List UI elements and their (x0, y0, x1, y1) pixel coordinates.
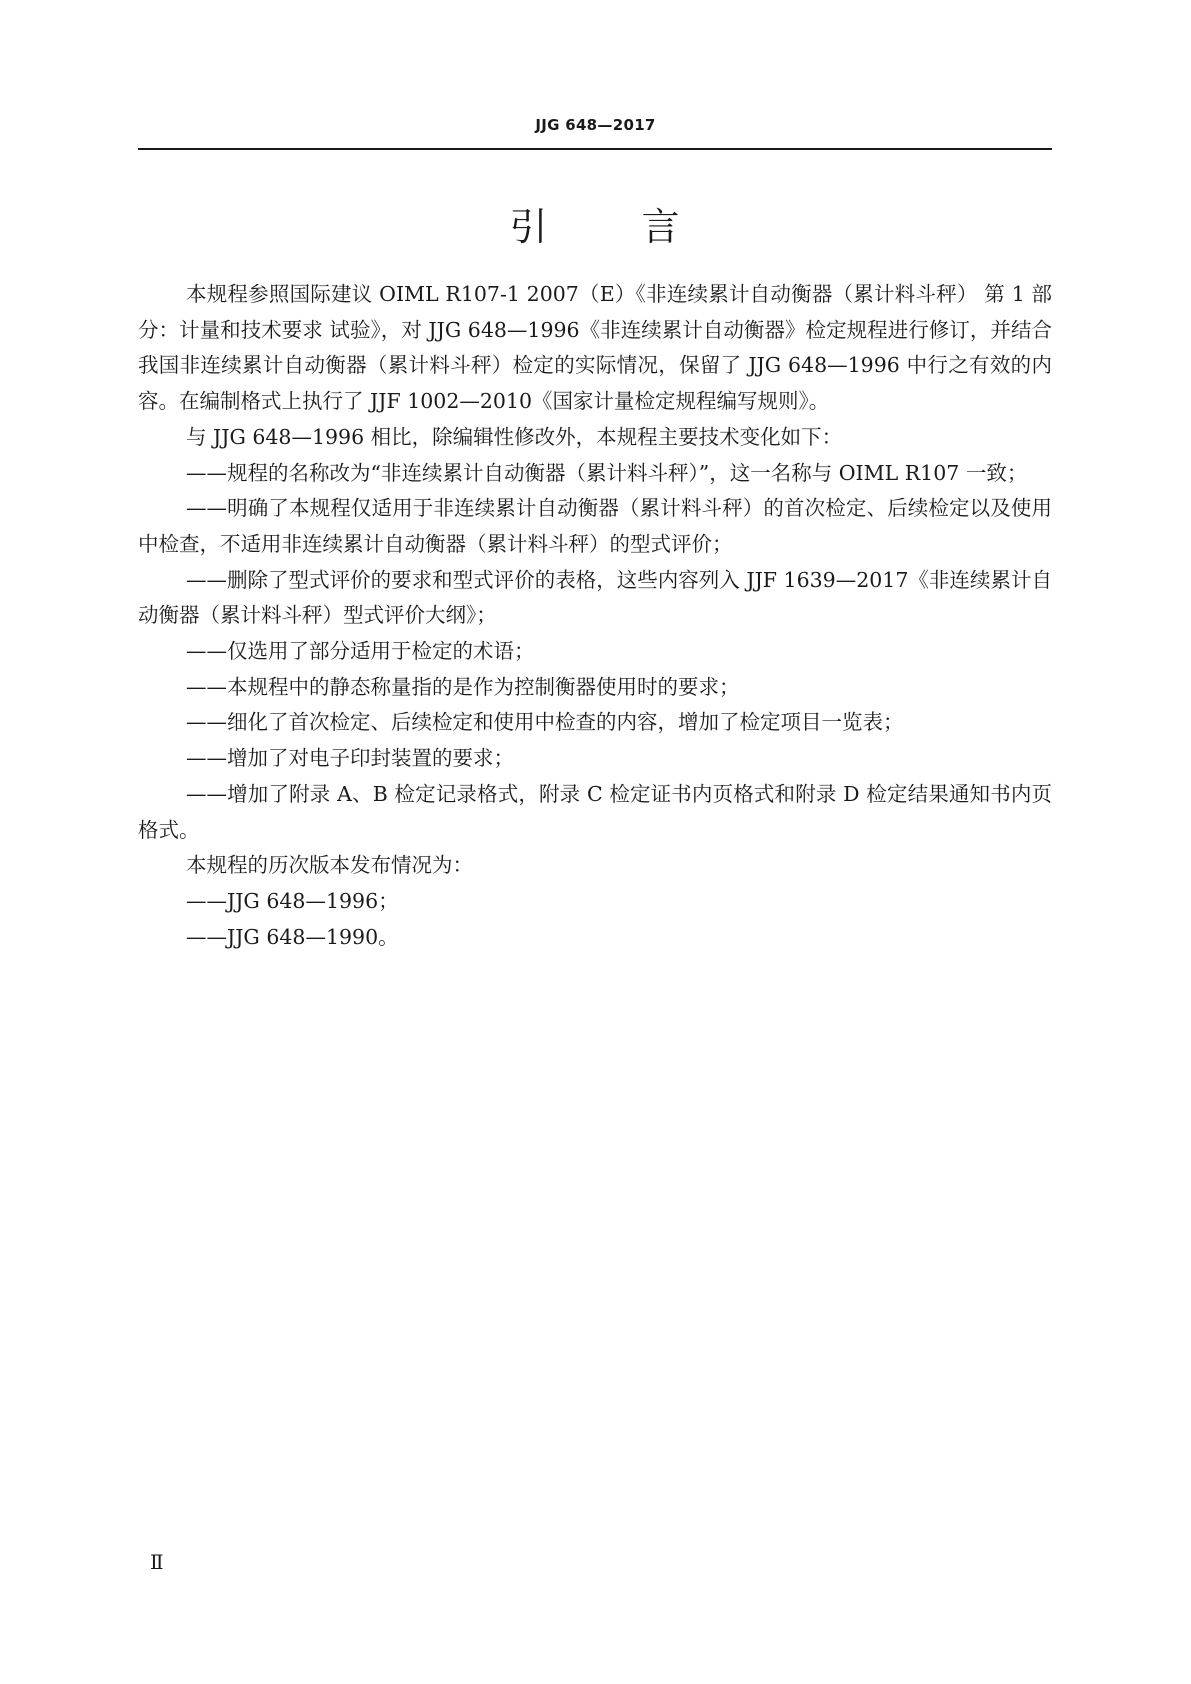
title-char-2: 言 (641, 205, 682, 249)
header-divider (138, 148, 1052, 150)
list-item: ——本规程中的静态称量指的是作为控制衡器使用时的要求； (186, 674, 740, 699)
list-item: ——删除了型式评价的要求和型式评价的表格，这些内容列入 JJF 1639—2017《非连续累计自动衡器（累计料斗秤）型式评价大纲》； (138, 567, 1052, 628)
list-item: ——细化了首次检定、后续检定和使用中检查的内容，增加了检定项目一览表； (186, 710, 904, 735)
paragraph-history-lead: 本规程的历次版本发布情况为： (186, 853, 473, 878)
document-code-header: JJG 648—2017 (535, 116, 656, 134)
list-item: ——增加了对电子印封装置的要求； (186, 746, 514, 771)
list-item: ——仅选用了部分适用于检定的术语； (186, 639, 535, 664)
list-item: ——规程的名称改为“非连续累计自动衡器（累计料斗秤）”，这一名称与 OIML R107 一致； (186, 460, 1028, 485)
page-title (0, 196, 1191, 251)
title-char-1: 引 (509, 205, 550, 249)
foreword-body (138, 277, 1052, 955)
paragraph-changes-lead: 与 JJG 648—1996 相比，除编辑性修改外，本规程主要技术变化如下： (186, 424, 843, 449)
page-number: Ⅱ (150, 1550, 164, 1574)
list-item: ——明确了本规程仅适用于非连续累计自动衡器（累计料斗秤）的首次检定、后续检定以及使用中检查，不适用非连续累计自动衡器（累计料斗秤）的型式评价； (138, 496, 1052, 556)
paragraph-intro: 本规程参照国际建议 OIML R107-1 2007（E）《非连续累计自动衡器（累计料斗秤） 第 1 部分：计量和技术要求 试验》，对 JJG 648—1996《非连续累计自动衡器》检定规程进行修订，并结合我国非连续累计自动衡器（累计料斗秤）检定的实际情况，保留了 JJG 648—1996 中行之有效的内容。在编制格式上执行了 JJF 1002—2010《国家计量检定规程编写规则》。 (138, 282, 1052, 414)
list-item: ——增加了附录 A、B 检定记录格式，附录 C 检定证书内页格式和附录 D 检定结果通知书内页格式。 (138, 781, 1052, 842)
list-item: ——JJG 648—1996； (186, 888, 399, 913)
list-item: ——JJG 648—1990。 (186, 924, 399, 949)
